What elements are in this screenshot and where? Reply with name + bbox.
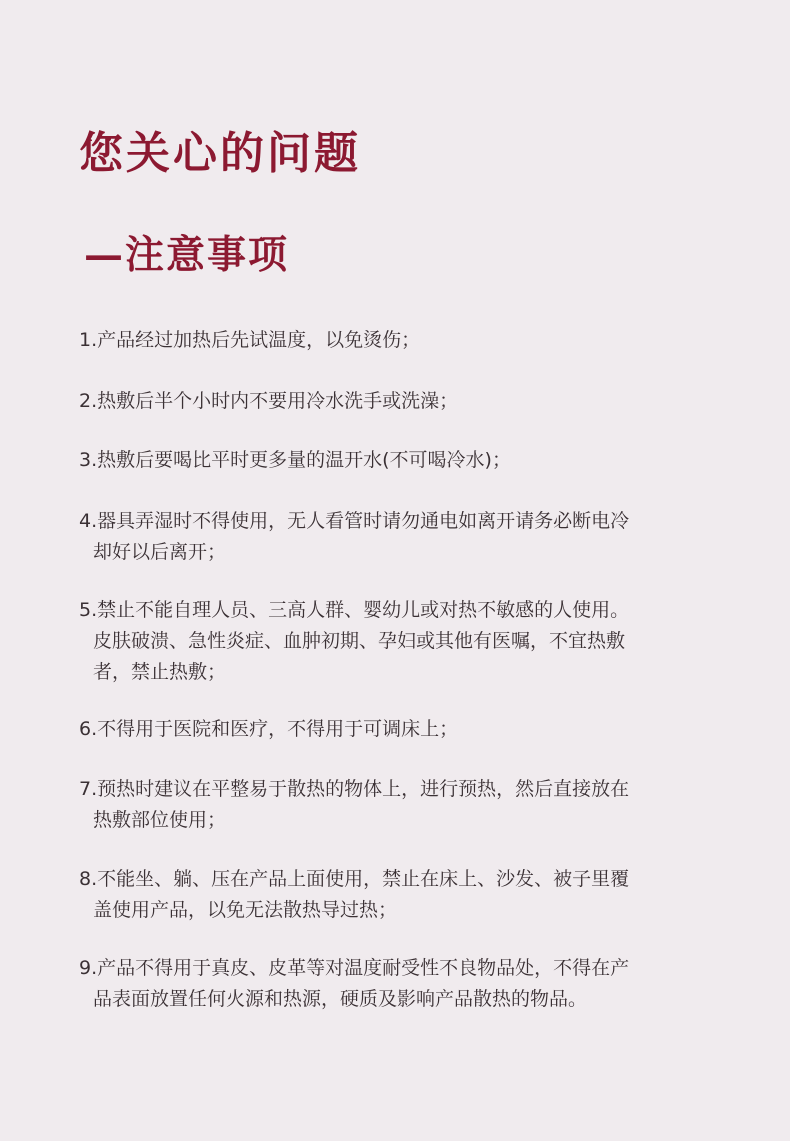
note-line: 7.预热时建议在平整易于散热的物体上，进行预热，然后直接放在 [79, 778, 630, 800]
note-line: 3.热敷后要喝比平时更多量的温开水(不可喝冷水)； [79, 449, 511, 471]
section-subtitle: —注意事项 [84, 232, 290, 278]
list-item [79, 386, 739, 417]
note-line: 盖使用产品，以免无法散热导过热； [93, 899, 398, 921]
list-item [79, 445, 739, 476]
note-line: 8.不能坐、躺、压在产品上面使用，禁止在床上、沙发、被子里覆 [79, 868, 630, 890]
note-line: 热敷部位使用； [93, 809, 227, 831]
page-title: 您关心的问题 [79, 128, 361, 179]
list-item [79, 774, 739, 836]
note-line: 皮肤破溃、急性炎症、血肿初期、孕妇或其他有医嘱，不宜热敷 [93, 630, 626, 652]
list-item [79, 595, 739, 688]
note-line: 1.产品经过加热后先试温度，以免烫伤； [79, 329, 421, 351]
note-line: 6.不得用于医院和医疗，不得用于可调床上； [79, 718, 459, 740]
note-line: 品表面放置任何火源和热源，硬质及影响产品散热的物品。 [93, 988, 588, 1010]
note-line: 4.器具弄湿时不得使用，无人看管时请勿通电如离开请务必断电冷 [79, 510, 630, 532]
list-item [79, 864, 739, 926]
list-item [79, 953, 739, 1015]
note-line: 者，禁止热敷； [93, 661, 227, 683]
note-line: 却好以后离开； [93, 541, 227, 563]
list-item [79, 506, 739, 568]
note-line: 9.产品不得用于真皮、皮革等对温度耐受性不良物品处，不得在产 [79, 957, 630, 979]
note-line: 2.热敷后半个小时内不要用冷水洗手或洗澡； [79, 390, 459, 412]
list-item [79, 714, 739, 745]
list-item [79, 325, 739, 356]
note-line: 5.禁止不能自理人员、三高人群、婴幼儿或对热不敏感的人使用。 [79, 599, 630, 621]
